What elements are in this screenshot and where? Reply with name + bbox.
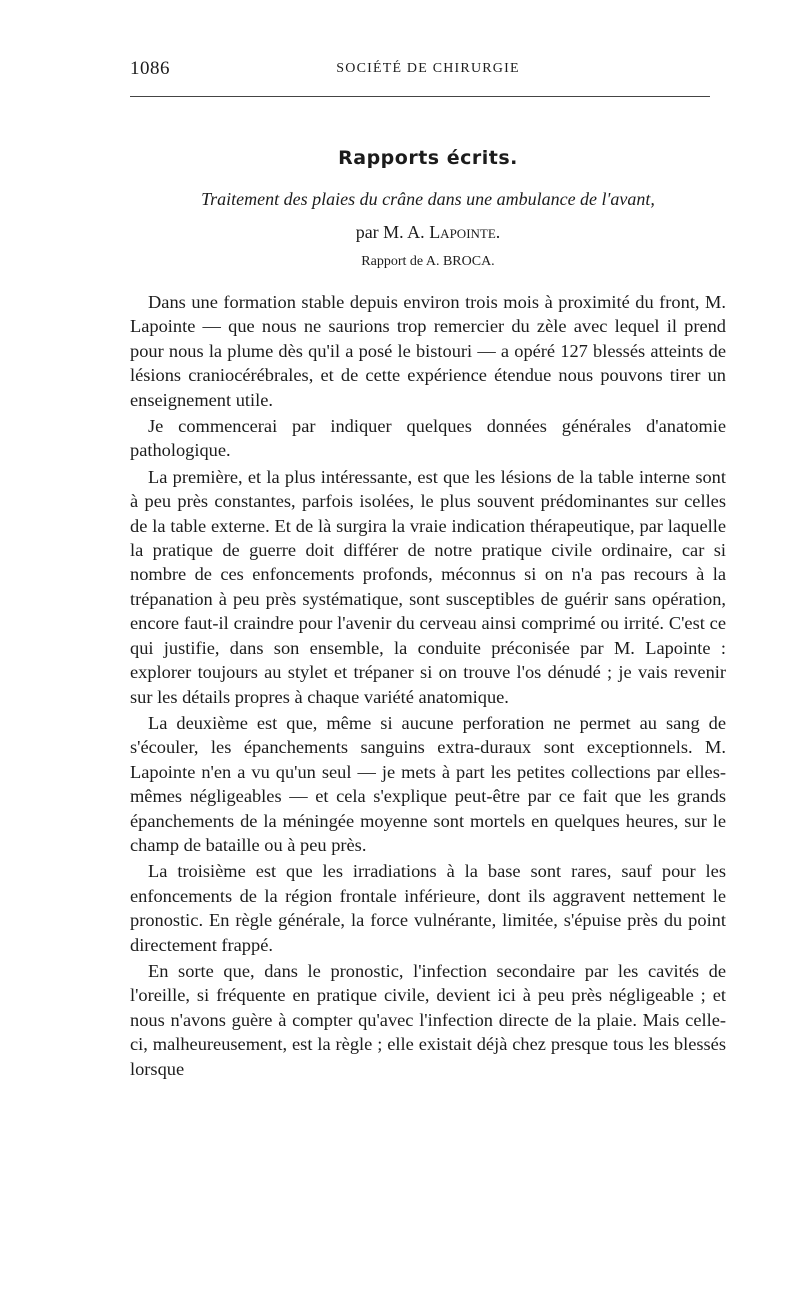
document-page <box>130 58 726 1081</box>
paragraph: La première, et la plus intéressante, est que les lésions de la table interne sont à peu près constantes, parfois isolées, le plus souvent prédominantes sur celles de la table externe. Et de là surgira la vraie indication thérapeutique, par laquelle la pratique de guerre doit différer de notre pratique civile ordinaire, car si nombre de ces enfoncements profonds, méconnus si on n'a pas recours à la trépanation à peu près systématique, sont susceptibles de guérir sans opération, encore faut-il craindre pour l'avenir du cerveau ainsi comprimé ou irrité. C'est ce qui justifie, dans son ensemble, la conduite préconisée par M. Lapointe : explorer toujours au stylet et trépaner si on trouve l'os dénudé ; je vais revenir sur les détails propres à chaque variété anatomique. <box>130 466 726 707</box>
paragraph: Dans une formation stable depuis environ trois mois à proximité du front, M. Lapointe — que nous ne saurions trop remercier du zèle avec lequel il prend pour nous la plume dès qu'il a posé le bistouri — a opéré 127 blessés atteints de lésions craniocérébrales, et de cette expérience étendue nous pouvons tirer un enseignement utile. <box>130 292 726 410</box>
page-number: 1086 <box>130 58 170 79</box>
paragraph: La deuxième est que, même si aucune perforation ne permet au sang de s'écouler, les épanchements sanguins extra-duraux sont exceptionnels. M. Lapointe n'en a vu qu'un seul — je mets à part les petites collections par elles-mêmes négligeables — et cela s'explique peut-être par ce fait que les grands épanchements de la méningée moyenne sont mortels en quelques heures, sur le champ de bataille ou à peu près. <box>130 712 726 855</box>
paragraph: En sorte que, dans le pronostic, l'infection secondaire par les cavités de l'oreille, si fréquente en pratique civile, devient ici à peu près négligeable ; et nous n'avons guère à compter qu'avec l'infection directe de la plaie. Mais celle-ci, malheureusement, est la règle ; elle existait déjà chez presque tous les blessés lorsque <box>130 960 726 1079</box>
article-title: Traitement des plaies du crâne dans une ambulance de l'avant, <box>201 189 655 209</box>
byline-prefix: par M. A. <box>355 222 425 242</box>
author-name: Lapointe. <box>429 222 501 242</box>
paragraph: Je commencerai par indiquer quelques données générales d'anatomie pathologique. <box>130 416 726 461</box>
running-header <box>130 58 726 84</box>
byline <box>130 222 726 243</box>
section-title: Rapports écrits. <box>338 147 518 169</box>
paragraph: La troisième est que les irradiations à la base sont rares, sauf pour les enfoncements de la région frontale inférieure, dont ils aggravent nettement le pronostic. En règle générale, la force vulnérante, limitée, s'épuise près du point directement frappé. <box>130 861 726 955</box>
journal-title: SOCIÉTÉ DE CHIRURGIE <box>336 61 520 76</box>
report-attribution: Rapport de A. BROCA. <box>361 254 495 269</box>
header-rule <box>130 96 710 97</box>
article-body <box>130 290 726 1081</box>
